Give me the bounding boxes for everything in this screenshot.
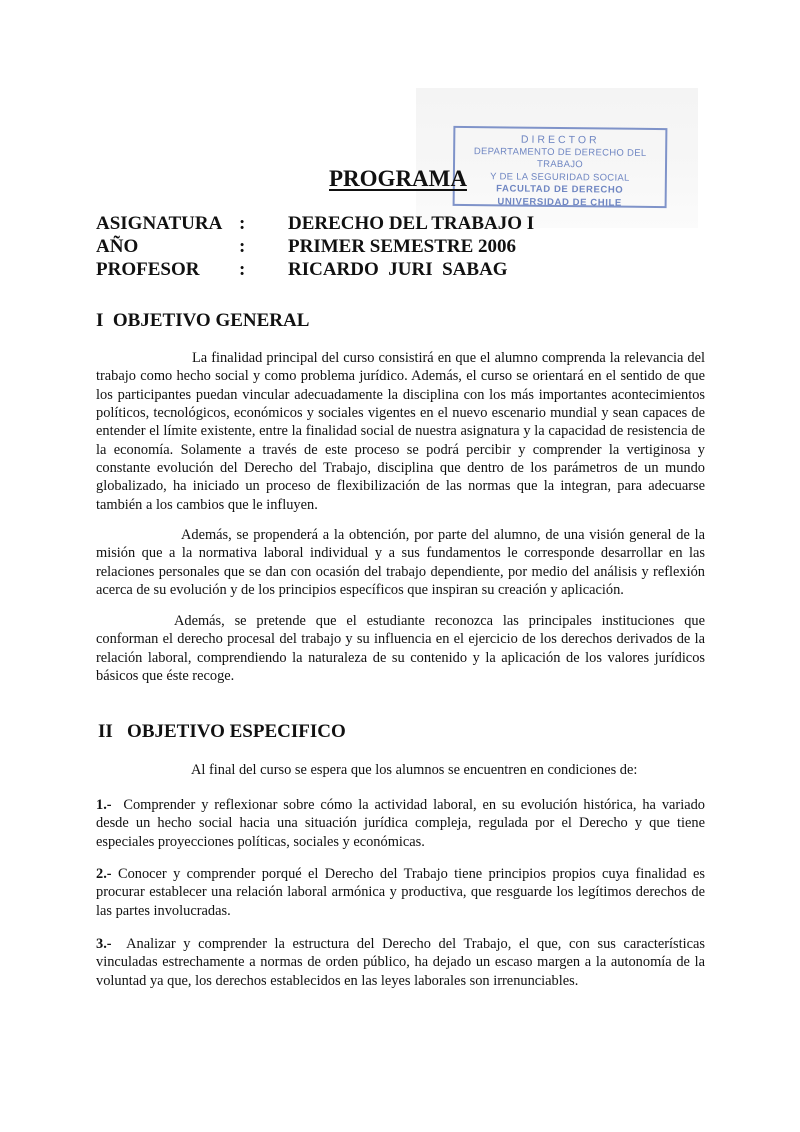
- item-number: 3.-: [96, 936, 112, 952]
- meta-value: DERECHO DEL TRABAJO I: [288, 213, 535, 234]
- meta-value: RICARDO JURI SABAG: [288, 259, 508, 280]
- meta-key: ASIGNATURA: [96, 213, 223, 234]
- paragraph: La finalidad principal del curso consistirá en que el alumno comprenda la relevancia del trabajo como hecho social y como problema jurídico. Además, el curso se orientará en el sentido de que los participantes puedan vincular adecuadamente la disciplina con los más importantes acontecimientos políticos, tecnológicos, económicos y sociales vigentes en el nuevo escenario mundial y sean capaces de entender el límite existente, entre la finalidad social de nuestra asignatura y la capacidad de resistencia de la economía. Solamente a través de este proceso se podrá percibir y comprender la vertiginosa y constante evolución del Derecho del Trabajo, disciplina que dentro de los parámetros de un mundo globalizado, ha iniciado un proceso de flexibilización de las normas que la integran, para adecuarse también a los cambios que le influyen.: [96, 350, 705, 513]
- stamp-line: FACULTAD DE DERECHO: [496, 183, 624, 196]
- objective-item: [96, 935, 705, 990]
- meta-separator: :: [239, 236, 246, 257]
- item-number: 2.-: [96, 866, 112, 882]
- meta-value: PRIMER SEMESTRE 2006: [288, 236, 517, 257]
- paragraph: Además, se pretende que el estudiante reconozca las principales instituciones que conforman el derecho procesal del trabajo y su influencia en el ejercicio de los derechos derivados de la relación laboral, comprendiendo la naturaleza de su contenido y la aplicación de los valores jurídicos básicos que éste recoge.: [96, 613, 705, 685]
- item-text: Comprender y reflexionar sobre cómo la actividad laboral, en su evolución histórica, ha variado desde un hecho social hacia una situación jurídica compleja, regulada por el Derecho y que tiene especiales proyecciones políticas, sociales y económicas.: [96, 797, 705, 850]
- meta-separator: :: [239, 259, 246, 280]
- meta-key: PROFESOR: [96, 259, 200, 280]
- stamp-line: Y DE LA SEGURIDAD SOCIAL: [490, 170, 630, 184]
- section-intro: Al final del curso se espera que los alumnos se encuentren en condiciones de:: [191, 762, 638, 778]
- objective-item: [96, 796, 705, 851]
- course-meta: [96, 212, 696, 281]
- department-stamp: [453, 126, 668, 208]
- stamp-line: UNIVERSIDAD DE CHILE: [497, 195, 622, 209]
- document-title: PROGRAMA: [329, 166, 467, 191]
- stamp-line: DEPARTAMENTO DE DERECHO DEL TRABAJO: [473, 145, 647, 171]
- section-heading-objetivo-especifico: II OBJETIVO ESPECIFICO: [98, 721, 346, 742]
- item-text: Conocer y comprender porqué el Derecho del Trabajo tiene principios propios cuya finalidad es procurar establecer una relación laboral armónica y productiva, que resguarde los legítimos derechos de las partes involucradas.: [96, 866, 705, 919]
- meta-row-asignatura: [96, 212, 696, 235]
- stamp-line: DIRECTOR: [520, 133, 600, 147]
- item-number: 1.-: [96, 797, 112, 813]
- item-text: Analizar y comprender la estructura del Derecho del Trabajo, el que, con sus características vinculadas estrechamente a normas de orden público, ha dejado un escaso margen a la autonomía de la voluntad ya que, los derechos establecidos en las leyes laborales son irrenunciables.: [96, 936, 706, 989]
- meta-key: AÑO: [96, 236, 139, 257]
- section-heading-objetivo-general: I OBJETIVO GENERAL: [96, 310, 310, 331]
- paragraph: Además, se propenderá a la obtención, por parte del alumno, de una visión general de la misión que a la normativa laboral individual y a sus fundamentos le corresponde desarrollar en las relaciones personales que se dan con ocasión del trabajo dependiente, por medio del análisis y reflexión acerca de su evolución y de los principios específicos que inspiran su creación y aplicación.: [96, 527, 705, 599]
- meta-row-profesor: [96, 258, 696, 281]
- meta-separator: :: [239, 213, 246, 234]
- meta-row-ano: [96, 235, 696, 258]
- objective-item: [96, 865, 705, 920]
